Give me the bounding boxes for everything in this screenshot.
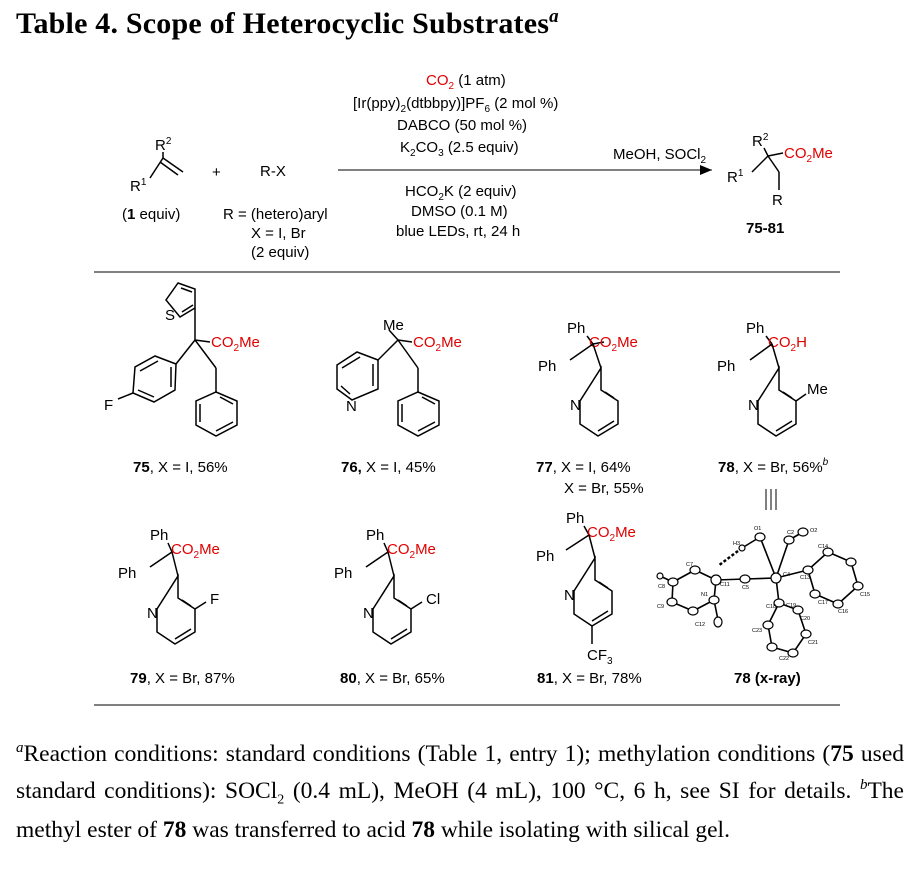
product-co2me: $CO_2Me$ xyxy=(784,145,833,165)
x-definition: X = I, Br xyxy=(251,225,306,242)
co2me-75: $CO_2Me$ xyxy=(211,334,260,354)
r-definition: R = (hetero)aryl xyxy=(223,206,328,223)
footnote-ref-75: 75 xyxy=(830,740,854,767)
n-atom-79: N xyxy=(147,605,158,622)
footnote-sub-2: 2 xyxy=(277,792,285,808)
ph-77a: Ph xyxy=(567,320,586,337)
footnote-b-mark: b xyxy=(859,776,868,793)
rx-reagent: R-X xyxy=(260,163,286,180)
cf3-81: $CF_3$ xyxy=(587,647,613,667)
conditions-above-arrow xyxy=(353,72,558,159)
cl-atom-80: Cl xyxy=(426,591,441,608)
entry-78: 78, X = Br, 56%$^b$ xyxy=(718,457,829,476)
svg-text:C4: C4 xyxy=(783,572,791,578)
svg-text:C16: C16 xyxy=(838,609,849,615)
svg-text:C18: C18 xyxy=(766,604,777,610)
svg-text:O1: O1 xyxy=(754,526,762,532)
entry-76: 76, X = I, 45% xyxy=(341,459,436,476)
structure-79 xyxy=(118,527,220,644)
cond-dmso: DMSO (0.1 M) xyxy=(411,203,508,220)
svg-text:C5: C5 xyxy=(742,585,750,591)
footnote-text-4: The methyl ester of xyxy=(16,777,904,844)
ph-79a: Ph xyxy=(150,527,169,544)
footnote-ref-78a: 78 xyxy=(162,817,187,844)
cond-light: blue LEDs, rt, 24 h xyxy=(396,223,521,240)
table-title-footnote-mark: a xyxy=(549,6,559,27)
xray-structure xyxy=(655,518,890,662)
product-r1: $R^1$ xyxy=(727,168,744,186)
svg-text:C23: C23 xyxy=(752,628,763,634)
reaction-arrowhead xyxy=(700,165,712,175)
s-atom: S xyxy=(165,307,176,324)
svg-text:C12: C12 xyxy=(695,622,706,628)
structure-76 xyxy=(337,317,462,436)
alkene-r2: $R^2$ xyxy=(155,136,172,154)
footnote-text-3: (0.4 mL), MeOH (4 mL), 100 °C, 6 h, see SI for details. xyxy=(284,777,860,804)
entry-77-line2: X = Br, 55% xyxy=(564,480,644,497)
entry-80: 80, X = Br, 65% xyxy=(340,670,445,687)
step2-conditions: MeOH, SOCl$_2$ xyxy=(613,146,707,166)
n-atom-77: N xyxy=(570,397,581,414)
n-atom-81: N xyxy=(564,587,575,604)
footnote-ref-78b: 78 xyxy=(411,817,435,844)
entry-77: 77, X = I, 64% xyxy=(536,459,631,476)
rx-equiv: (2 equiv) xyxy=(251,244,310,261)
me-76: Me xyxy=(383,317,404,334)
co2me-81: $CO_2Me$ xyxy=(587,524,636,544)
f-atom-75: F xyxy=(104,397,114,414)
svg-text:C14: C14 xyxy=(818,544,829,550)
svg-text:C11: C11 xyxy=(720,582,730,588)
ph-78b: Ph xyxy=(717,358,736,375)
co2me-80: $CO_2Me$ xyxy=(387,541,436,561)
product-r2: $R^2$ xyxy=(752,132,769,150)
footnote-text-2: used standard conditions): SOCl xyxy=(16,740,904,804)
alkene-equiv: (1 equiv) xyxy=(122,206,181,223)
n-atom-78: N xyxy=(748,397,759,414)
ph-80a: Ph xyxy=(366,527,385,544)
entry-75: 75, X = I, 56% xyxy=(133,459,228,476)
svg-text:C15: C15 xyxy=(860,592,871,598)
co2me-79: $CO_2Me$ xyxy=(171,541,220,561)
svg-text:C21: C21 xyxy=(808,640,819,646)
footnote-text-5: was transferred to acid xyxy=(186,817,412,844)
svg-text:C22: C22 xyxy=(779,656,790,662)
structure-80 xyxy=(334,527,440,644)
structure-81 xyxy=(536,510,636,667)
table-title-text: Table 4. Scope of Heterocyclic Substrates xyxy=(16,7,550,40)
svg-text:C19: C19 xyxy=(786,603,797,609)
ph-81a: Ph xyxy=(566,510,585,527)
svg-text:C20: C20 xyxy=(800,616,811,622)
ph-78a: Ph xyxy=(746,320,765,337)
ph-80b: Ph xyxy=(334,565,353,582)
co2me-77: $CO_2Me$ xyxy=(589,334,638,354)
structure-78 xyxy=(717,320,828,436)
svg-text:C13: C13 xyxy=(800,575,811,581)
alkene-substrate xyxy=(122,136,183,223)
svg-text:C9: C9 xyxy=(657,604,665,610)
ph-77b: Ph xyxy=(538,358,557,375)
product-range: 75-81 xyxy=(746,220,785,237)
alkene-r1: $R^1$ xyxy=(130,177,147,195)
cond-dabco: DABCO (50 mol %) xyxy=(397,117,528,134)
cond-catalyst: $[Ir(ppy)_2(dtbbpy)]PF_6$ (2 mol %) xyxy=(353,95,559,115)
cond-hco2k: $HCO_2K$ (2 equiv) xyxy=(405,183,517,203)
entry-79: 79, X = Br, 87% xyxy=(130,670,235,687)
structure-75 xyxy=(104,283,260,436)
footnote-text-1: Reaction conditions: standard conditions (Table 1, entry 1); methylation conditions ( xyxy=(23,740,831,767)
ph-79b: Ph xyxy=(118,565,137,582)
svg-text:C17: C17 xyxy=(818,600,829,606)
svg-text:C8: C8 xyxy=(658,584,666,590)
svg-text:C2: C2 xyxy=(787,530,795,536)
n-atom-76: N xyxy=(346,398,357,415)
conditions-below-arrow xyxy=(396,183,520,240)
n-atom-80: N xyxy=(363,605,374,622)
co2h-78: $CO_2H$ xyxy=(768,334,807,354)
ph-81b: Ph xyxy=(536,548,555,565)
equivalence-mark xyxy=(766,489,776,510)
svg-text:O2: O2 xyxy=(810,528,818,534)
structure-77 xyxy=(538,320,638,436)
co2me-76: $CO_2Me$ xyxy=(413,334,462,354)
f-atom-79: F xyxy=(210,591,220,608)
svg-text:N1: N1 xyxy=(701,592,709,598)
svg-text:H3: H3 xyxy=(733,541,741,547)
cond-co2: $CO_2$ (1 atm) xyxy=(426,72,506,92)
product-r: R xyxy=(772,192,783,209)
entry-81: 81, X = Br, 78% xyxy=(537,670,642,687)
plus-sign: + xyxy=(212,164,221,181)
entry-78-xray: 78 (x-ray) xyxy=(734,670,801,687)
footnote-a-mark: a xyxy=(16,740,24,756)
cond-k2co3: $K_2CO_3$ (2.5 equiv) xyxy=(400,139,519,159)
svg-text:C7: C7 xyxy=(686,562,694,568)
me-78: Me xyxy=(807,381,828,398)
table-footnote xyxy=(16,733,904,846)
footnote-text-6: while isolating with silical gel. xyxy=(434,817,730,844)
general-product xyxy=(727,132,833,237)
